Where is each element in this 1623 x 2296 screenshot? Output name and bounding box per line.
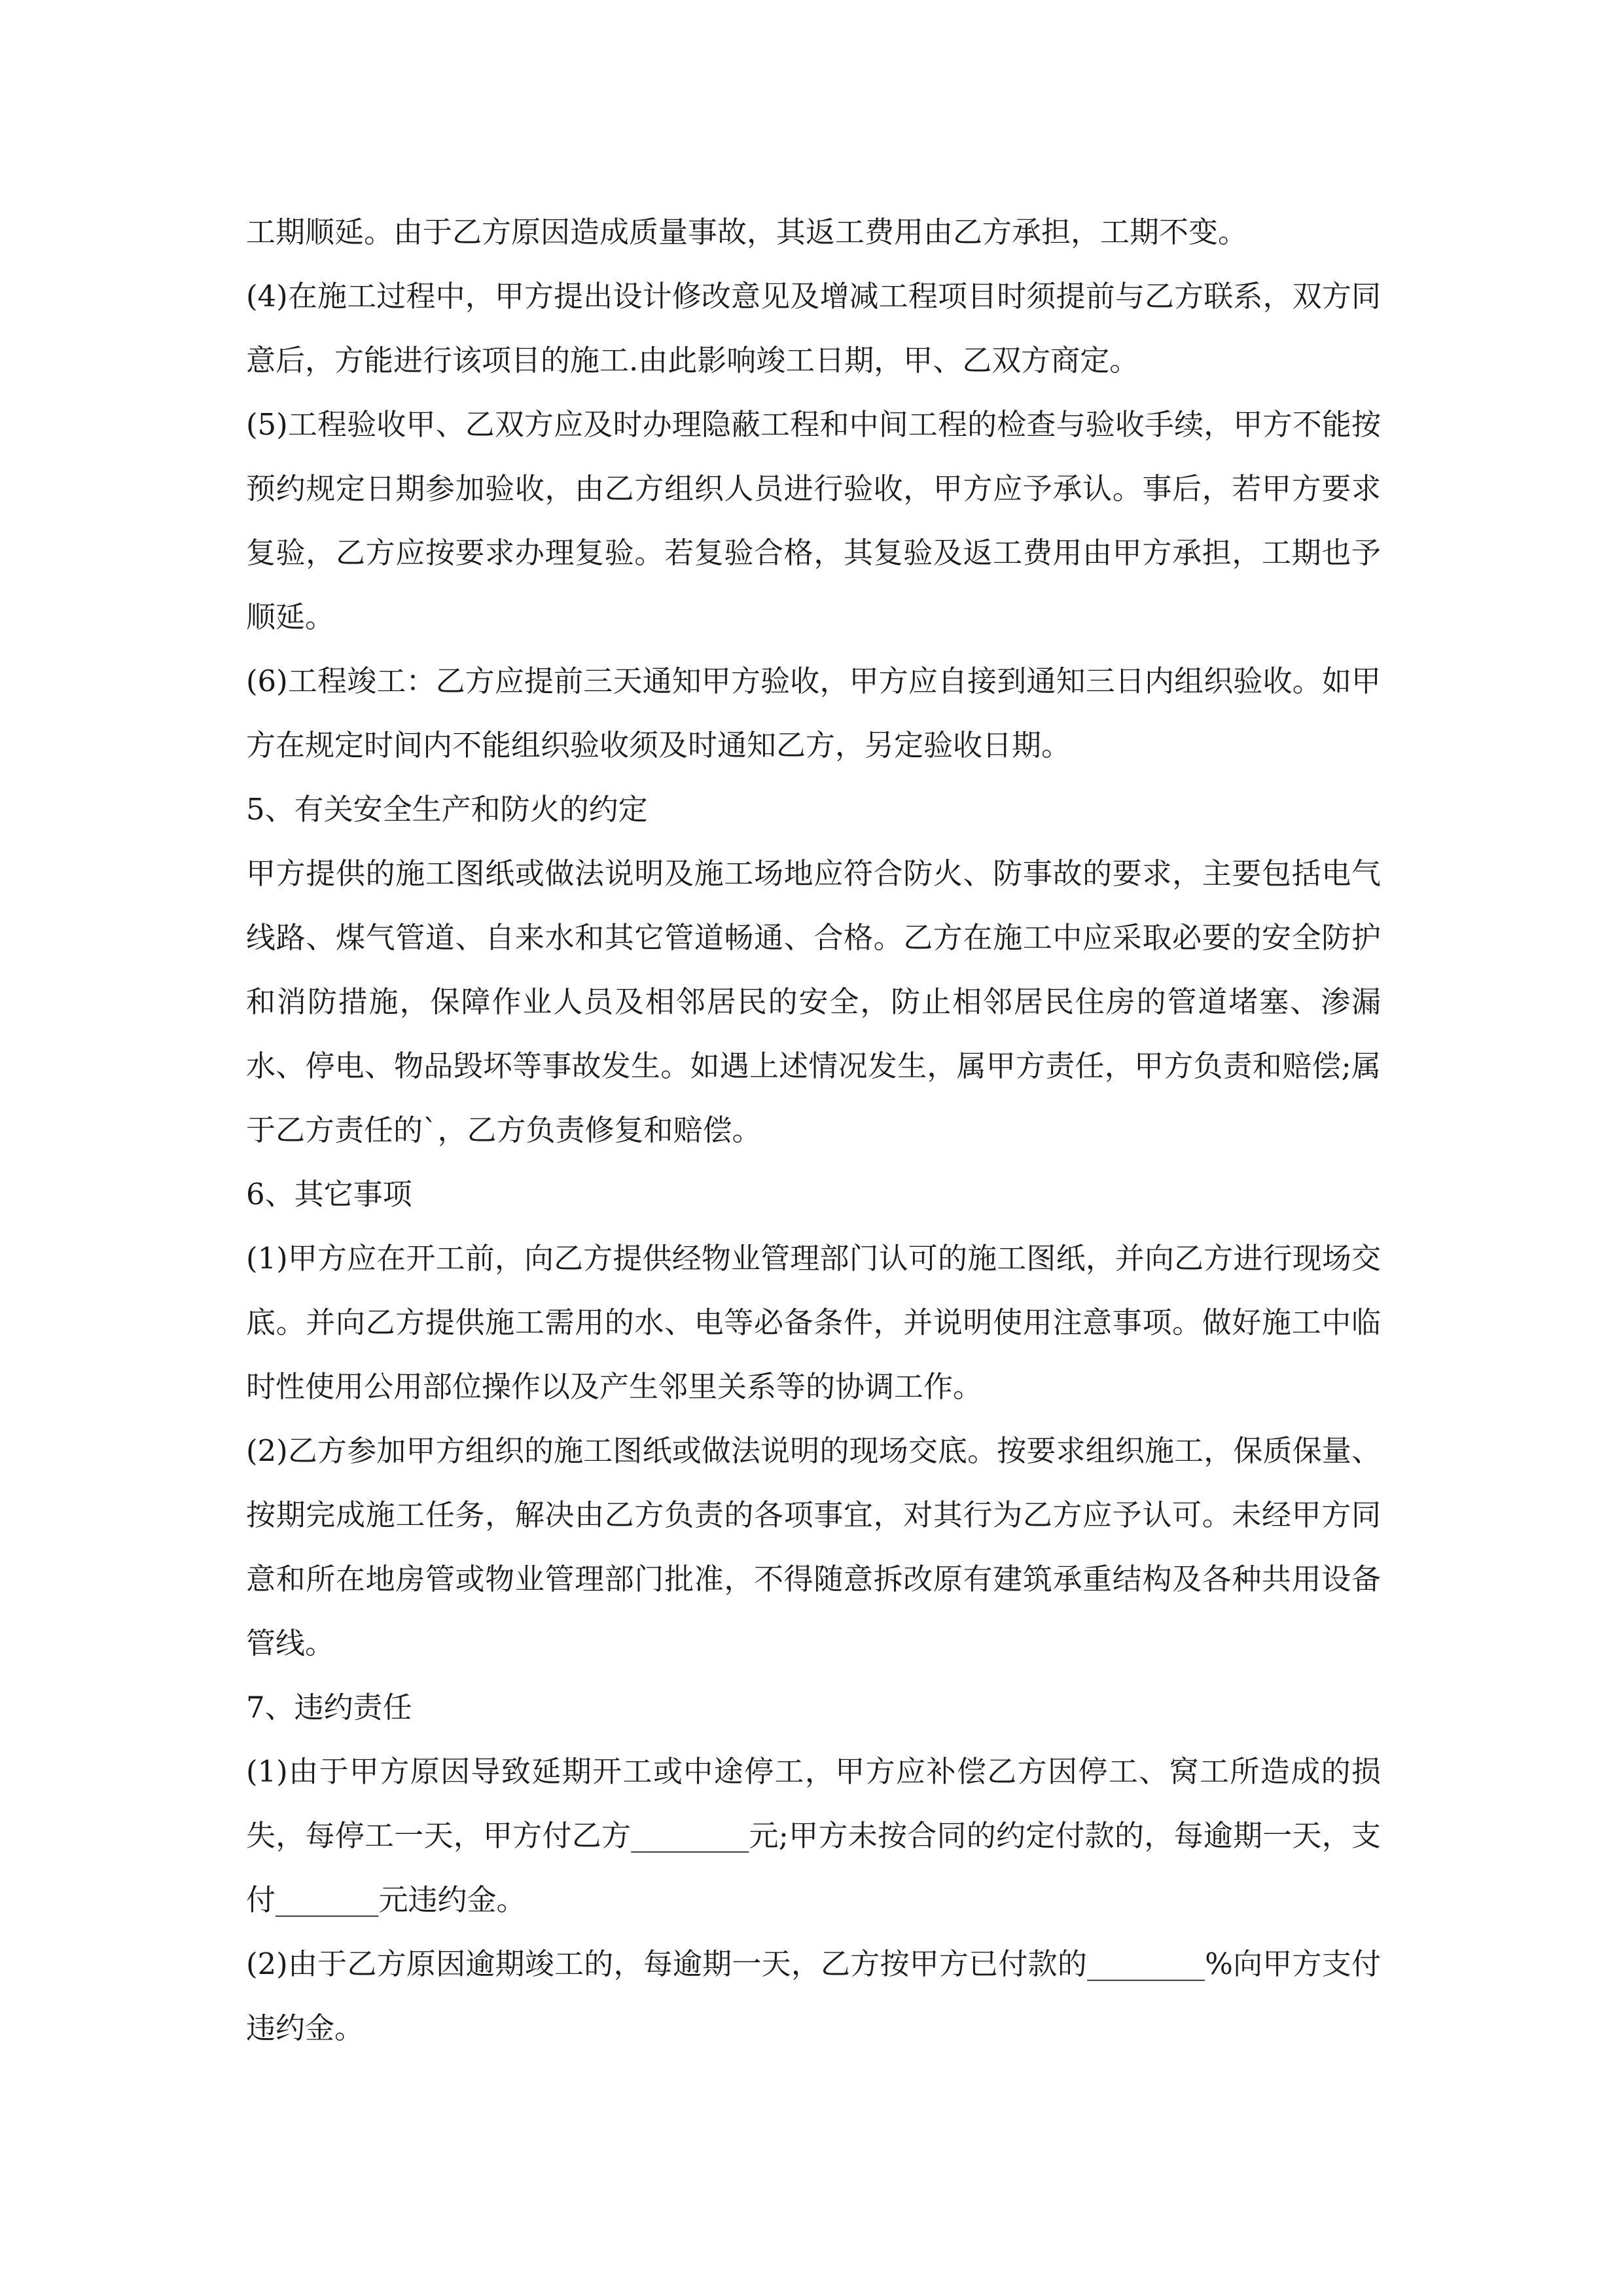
section-heading-other-matters: 6、其它事项 xyxy=(246,1177,412,1211)
section-heading-safety: 5、有关安全生产和防火的约定 xyxy=(246,792,648,827)
paragraph-design-change: (4)在施工过程中，甲方提出设计修改意见及增减工程项目时须提前与乙方联系，双方同意后，方能进行该项目的施工.由此影响竣工日期，甲、乙双方商定。 xyxy=(246,279,1381,378)
paragraph-schedule-extension: 工期顺延。由于乙方原因造成质量事故，其返工费用由乙方承担，工期不变。 xyxy=(246,215,1248,249)
paragraph-safety: 甲方提供的施工图纸或做法说明及施工场地应符合防火、防事故的要求，主要包括电气线路、煤气管道、自来水和其它管道畅通、合格。乙方在施工中应采取必要的安全防护和消防措施，保障作业人员及相邻居民的安全，防止相邻居民住房的管道堵塞、渗漏水、停电、物品毁坏等事故发生。如遇上述情况发生，属甲方责任，甲方负责和赔偿;属于乙方责任的`，乙方负责修复和赔偿。 xyxy=(246,856,1381,1147)
paragraph-party-a-liability: (1)由于甲方原因导致延期开工或中途停工，甲方应补偿乙方因停工、窝工所造成的损失，每停工一天，甲方付乙方________元;甲方未按合同的约定付款的，每逾期一天，支付_______元违约金。 xyxy=(246,1754,1381,1917)
paragraph-completion: (6)工程竣工：乙方应提前三天通知甲方验收，甲方应自接到通知三日内组织验收。如甲方在规定时间内不能组织验收须及时通知乙方，另定验收日期。 xyxy=(246,664,1381,762)
section-heading-liability: 7、违约责任 xyxy=(246,1690,412,1725)
paragraph-party-a-duties: (1)甲方应在开工前，向乙方提供经物业管理部门认可的施工图纸，并向乙方进行现场交底。并向乙方提供施工需用的水、电等必备条件，并说明使用注意事项。做好施工中临时性使用公用部位操作以及产生邻里关系等的协调工作。 xyxy=(246,1241,1381,1404)
paragraph-party-b-duties: (2)乙方参加甲方组织的施工图纸或做法说明的现场交底。按要求组织施工，保质保量、按期完成施工任务，解决由乙方负责的各项事宜，对其行为乙方应予认可。未经甲方同意和所在地房管或物业管理部门批准，不得随意拆改原有建筑承重结构及各种共用设备管线。 xyxy=(246,1433,1381,1660)
paragraph-party-b-liability: (2)由于乙方原因逾期竣工的，每逾期一天，乙方按甲方已付款的________%向甲方支付违约金。 xyxy=(246,1946,1381,2045)
document-body xyxy=(246,200,1381,2060)
paragraph-acceptance: (5)工程验收甲、乙双方应及时办理隐蔽工程和中间工程的检查与验收手续，甲方不能按预约规定日期参加验收，由乙方组织人员进行验收，甲方应予承认。事后，若甲方要求复验，乙方应按要求办理复验。若复验合格，其复验及返工费用由甲方承担，工期也予顺延。 xyxy=(246,407,1381,634)
